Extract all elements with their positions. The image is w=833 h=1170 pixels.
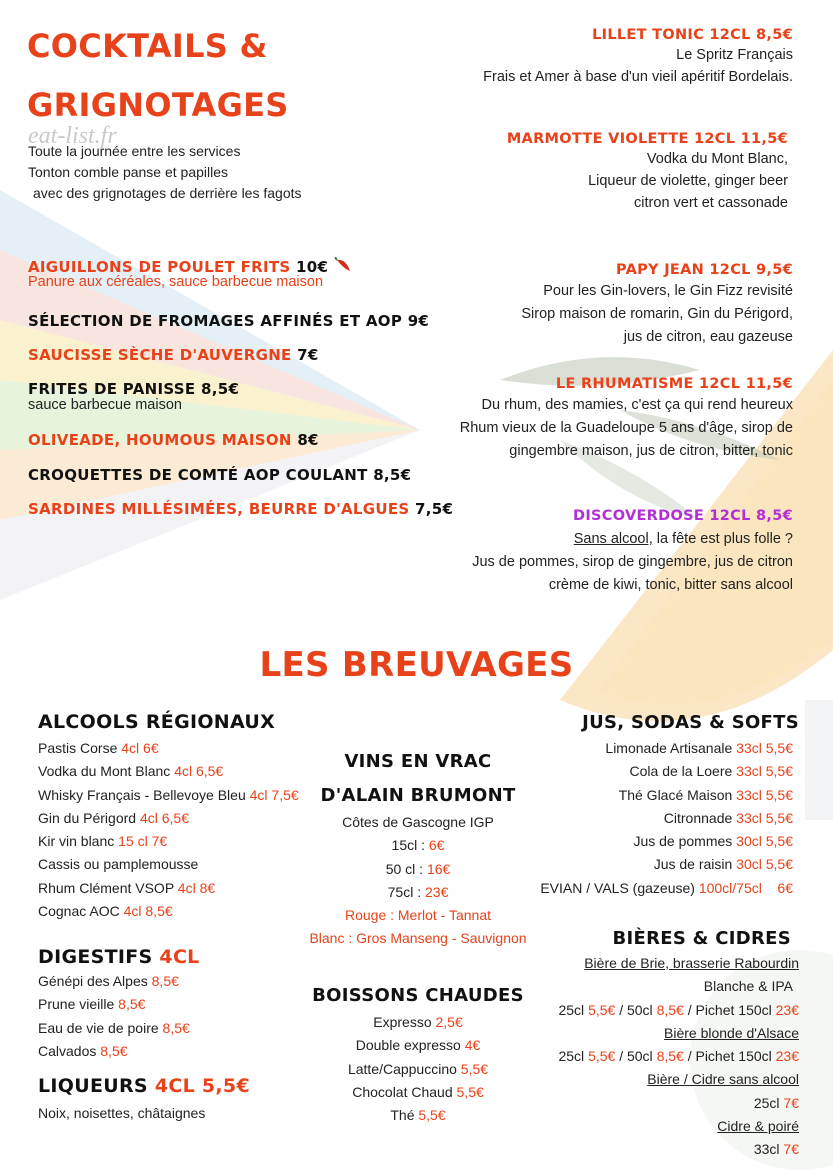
list-item: Génépi des Alpes 8,5€	[38, 973, 179, 989]
cidre-name: Cidre & poiré	[717, 1118, 799, 1135]
liqueurs-desc: Noix, noisettes, châtaignes	[38, 1105, 206, 1121]
vins-subtitle: Côtes de Gascogne IGP	[342, 814, 494, 830]
cidre-price: 33cl 7€	[753, 1141, 799, 1158]
list-item: EVIAN / VALS (gazeuse) 100cl/75cl 6€	[540, 879, 793, 896]
list-item: Pastis Corse 4cl 6€	[38, 740, 159, 756]
vins-title-line1: VINS EN VRAC	[344, 751, 492, 772]
breuvages-title: LES BREUVAGES	[259, 645, 574, 685]
snack-item-6: CROQUETTES DE COMTÉ AOP COULANT 8,5€	[28, 466, 412, 484]
chaudes-title: BOISSONS CHAUDES	[312, 985, 524, 1006]
list-item: 15cl : 6€	[391, 837, 445, 854]
list-item: Prune vieille 8,5€	[38, 996, 146, 1013]
watermark: eat-list.fr	[28, 123, 117, 149]
list-item: Latte/Cappuccino 5,5€	[347, 1060, 489, 1077]
digestifs-list	[38, 970, 318, 1063]
snack-item-5: OLIVEADE, HOUMOUS MAISON 8€	[28, 431, 319, 449]
cocktail-line: Vodka du Mont Blanc,	[646, 151, 788, 167]
list-item: Thé 5,5€	[390, 1107, 446, 1124]
cocktail-rhumatisme	[333, 376, 793, 459]
cocktail-line: Frais et Amer à base d'un vieil apéritif Bordelais.	[483, 69, 793, 85]
cocktail-papy-jean	[373, 262, 793, 345]
biere-sans-alcool-name: Bière / Cidre sans alcool	[647, 1071, 799, 1088]
snack-item-2: SÉLECTION DE FROMAGES AFFINÉS ET AOP 9€	[28, 312, 430, 330]
cocktail-title: MARMOTTE VIOLETTE 12CL 11,5€	[506, 131, 788, 147]
list-item: 50 cl : 16€	[385, 860, 451, 877]
cocktail-line: Pour les Gin-lovers, le Gin Fizz revisité	[543, 283, 793, 299]
cocktails-title-line1: COCKTAILS &	[27, 27, 268, 65]
snack-item-4: FRITES DE PANISSE 8,5€	[28, 380, 240, 398]
cocktail-line: Liqueur de violette, ginger beer	[588, 173, 788, 189]
cocktail-lillet	[373, 27, 793, 85]
biere-alsace-prices: 25cl 5,5€ / 50cl 8,5€ / Pichet 150cl 23€	[558, 1048, 799, 1065]
cocktail-title: LILLET TONIC 12CL 8,5€	[592, 27, 793, 43]
list-item: Limonade Artisanale 33cl 5,5€	[605, 740, 793, 756]
cocktail-line: Rhum vieux de la Guadeloupe 5 ans d'âge, sirop de	[459, 420, 793, 436]
list-item: Double expresso 4€	[355, 1037, 481, 1054]
cocktail-title: PAPY JEAN 12CL 9,5€	[616, 262, 793, 278]
list-item: Whisky Français - Bellevoye Bleu 4cl 7,5€	[38, 786, 299, 803]
list-item: Cola de la Loere 33cl 5,5€	[629, 763, 793, 780]
list-item: Expresso 2,5€	[373, 1014, 463, 1030]
vins-rouge: Rouge : Merlot - Tannat	[344, 907, 492, 924]
list-item: Chocolat Chaud 5,5€	[352, 1083, 484, 1100]
softs-title: JUS, SODAS & SOFTS	[582, 712, 799, 733]
list-item: Rhum Clément VSOP 4cl 8€	[38, 879, 216, 896]
biere-brie-desc: Blanche & IPA	[703, 978, 793, 995]
snack-item-1: AIGUILLONS DE POULET FRITS 10€	[28, 257, 354, 276]
bieres-list	[489, 952, 799, 1162]
cocktail-line: citron vert et cassonade	[634, 195, 788, 211]
snack-desc-4: sauce barbecue maison	[28, 397, 182, 413]
alcools-list	[38, 737, 338, 923]
vins-title-line2: D'ALAIN BRUMONT	[320, 785, 516, 806]
intro-line-2: Tonton comble panse et papilles	[28, 164, 229, 180]
list-item: Jus de pommes 30cl 5,5€	[633, 833, 793, 850]
sans-alcool-label: Sans alcool,	[573, 531, 653, 547]
alcools-title: ALCOOLS RÉGIONAUX	[38, 711, 276, 733]
list-item: Cognac AOC 4cl 8,5€	[38, 903, 173, 920]
biere-brie-prices: 25cl 5,5€ / 50cl 8,5€ / Pichet 150cl 23€	[558, 1001, 799, 1018]
cocktail-marmotte	[368, 131, 788, 211]
cocktail-line: Jus de pommes, sirop de gingembre, jus de citron	[472, 554, 793, 570]
cocktail-title: LE RHUMATISME 12CL 11,5€	[555, 376, 793, 392]
list-item: Calvados 8,5€	[38, 1042, 128, 1059]
list-item: Gin du Périgord 4cl 6,5€	[38, 809, 189, 826]
list-item: Thé Glacé Maison 33cl 5,5€	[618, 786, 793, 803]
intro-line-1: Toute la journée entre les services	[28, 143, 241, 159]
snack-item-3: SAUCISSE SÈCHE D'AUVERGNE 7€	[28, 346, 319, 364]
list-item: Cassis ou pamplemousse	[38, 856, 199, 873]
list-item: Jus de raisin 30cl 5,5€	[653, 856, 793, 873]
cocktail-line: Le Spritz Français	[676, 47, 793, 63]
biere-alsace-name: Bière blonde d'Alsace	[664, 1024, 799, 1041]
cocktail-line: gingembre maison, jus de citron, bitter, tonic	[509, 443, 793, 459]
list-item: Eau de vie de poire 8,5€	[38, 1019, 190, 1036]
biere-sans-alcool-price: 25cl 7€	[753, 1094, 799, 1111]
cocktail-line: Sans alcool, la fête est plus folle ?	[573, 531, 793, 547]
biere-brie-name: Bière de Brie, brasserie Rabourdin	[584, 955, 799, 971]
list-item: Vodka du Mont Blanc 4cl 6,5€	[38, 763, 224, 780]
cocktail-title: DISCOVERDOSE 12CL 8,5€	[573, 508, 793, 524]
cocktails-title-line2: GRIGNOTAGES	[27, 86, 289, 124]
softs-list	[473, 737, 793, 900]
cocktail-line: Sirop maison de romarin, Gin du Périgord,	[521, 306, 793, 322]
cocktail-line: crème de kiwi, tonic, bitter sans alcool	[548, 577, 793, 593]
chili-pepper-icon	[334, 257, 354, 275]
bieres-title: BIÈRES & CIDRES	[612, 928, 791, 949]
cocktail-line: jus de citron, eau gazeuse	[623, 329, 793, 345]
list-item: 75cl : 23€	[387, 883, 449, 900]
snack-item-7: SARDINES MILLÉSIMÉES, BEURRE D'ALGUES 7,5€	[28, 500, 454, 518]
liqueurs-title: LIQUEURS 4CL 5,5€	[38, 1075, 250, 1097]
digestifs-title: DIGESTIFS 4CL	[38, 946, 200, 968]
cocktail-line: Du rhum, des mamies, c'est ça qui rend heureux	[481, 397, 793, 413]
cocktail-discoverdose	[333, 508, 793, 593]
vins-blanc: Blanc : Gros Manseng - Sauvignon	[309, 930, 527, 947]
list-item: Citronnade 33cl 5,5€	[663, 809, 793, 826]
list-item: Kir vin blanc 15 cl 7€	[38, 833, 168, 850]
intro-line-3: avec des grignotages de derrière les fagots	[33, 185, 302, 201]
snack-desc-1: Panure aux céréales, sauce barbecue maison	[28, 274, 324, 290]
